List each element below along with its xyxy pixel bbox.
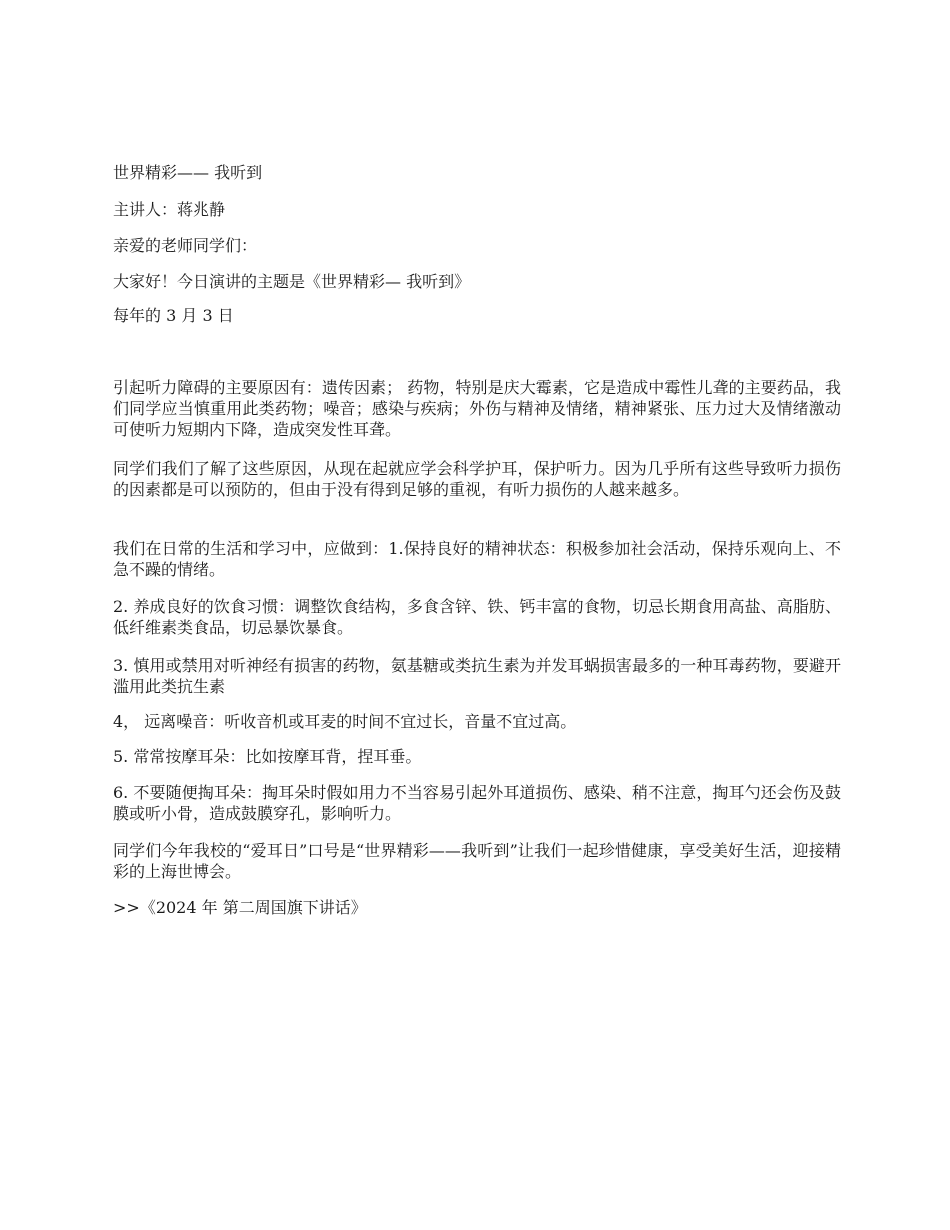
greeting-line: 亲爱的老师同学们：: [113, 236, 258, 255]
speaker-line: 主讲人：蒋兆静: [113, 200, 226, 219]
paragraph-noise: 4， 远离噪音：听收音机或耳麦的时间不宜过长，音量不宜过高。: [113, 712, 577, 731]
related-speech-link[interactable]: >>《2024 年 第二周国旗下讲话》: [113, 898, 367, 917]
paragraph-prevention: 同学们我们了解了这些原因，从现在起就应学会科学护耳，保护听力。因为几乎所有这些导致听力损伤的因素都是可以预防的，但由于没有得到足够的重视，有听力损伤的人越来越多。: [113, 459, 841, 499]
paragraph-causes: 引起听力障碍的主要原因有：遗传因素； 药物，特别是庆大霉素，它是造成中霉性儿聋的主要药品，我们同学应当慎重用此类药物；噪音；感染与疾病；外伤与精神及情绪，精神紧张、压力过大及情绪激动可使听力短期内下降，造成突发性耳聋。: [113, 378, 841, 439]
paragraph-daily-tips: 我们在日常的生活和学习中，应做到：1.保持良好的精神状态：积极参加社会活动，保持乐观向上、不急不躁的情绪。: [113, 539, 841, 579]
paragraph-diet: 2. 养成良好的饮食习惯：调整饮食结构，多食含锌、铁、钙丰富的食物，切忌长期食用高盐、高脂肪、低纤维素类食品，切忌暴饮暴食。: [113, 597, 841, 637]
intro-line: 大家好！今日演讲的主题是《世界精彩— 我听到》: [113, 272, 471, 291]
date-line: 每年的 3 月 3 日: [113, 306, 234, 325]
paragraph-massage: 5. 常常按摩耳朵：比如按摩耳背，捏耳垂。: [113, 747, 422, 766]
paragraph-medicine: 3. 慎用或禁用对听神经有损害的药物，氨基糖或类抗生素为并发耳蜗损害最多的一种耳毒药物，要避开滥用此类抗生素: [113, 656, 841, 696]
paragraph-slogan: 同学们今年我校的“爱耳日”口号是“世界精彩——我听到”让我们一起珍惜健康，享受美好生活，迎接精彩的上海世博会。: [113, 841, 841, 881]
paragraph-ear-cleaning: 6. 不要随便掏耳朵：掏耳朵时假如用力不当容易引起外耳道损伤、感染、稍不注意，掏耳勺还会伤及鼓膜或听小骨，造成鼓膜穿孔，影响听力。: [113, 783, 841, 823]
document-title: 世界精彩—— 我听到: [113, 163, 263, 182]
